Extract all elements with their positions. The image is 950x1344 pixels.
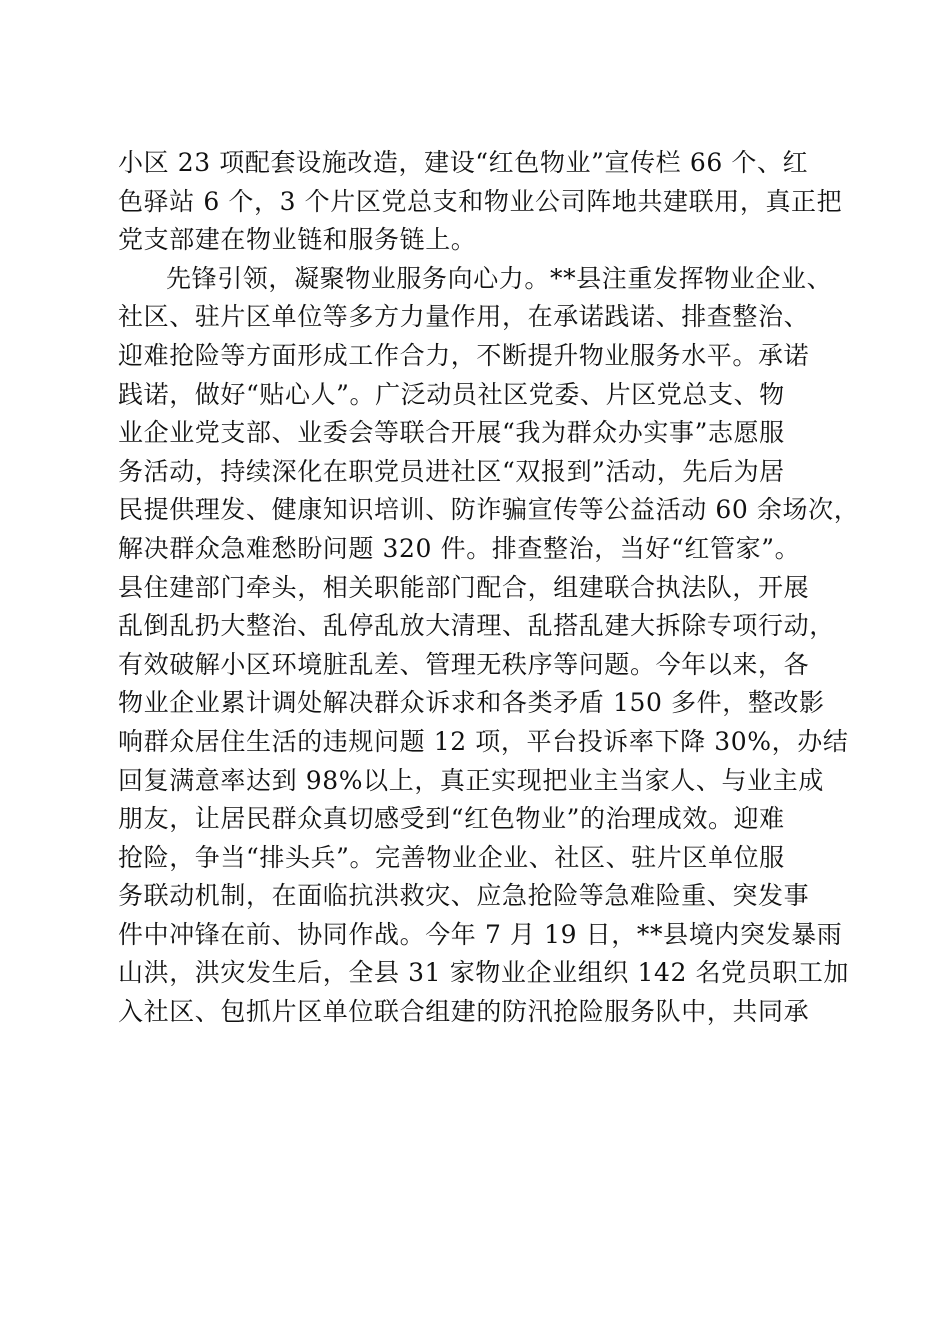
text-line: 小区 23 项配套设施改造，建设“红色物业”宣传栏 66 个、红 — [118, 148, 809, 177]
text-line: 山洪，洪灾发生后，全县 31 家物业企业组织 142 名党员职工加 — [118, 958, 850, 988]
text-line: 解决群众急难愁盼问题 320 件。排查整治，当好“红管家”。 — [118, 533, 801, 563]
text-line: 回复满意率达到 98%以上，真正实现把业主当家人、与业主成 — [118, 765, 824, 795]
text-line: 践诺，做好“贴心人”。广泛动员社区党委、片区党总支、物 — [118, 379, 785, 409]
text-line: 抢险，争当“排头兵”。完善物业企业、社区、驻片区单位服 — [118, 842, 785, 872]
body-text — [118, 144, 860, 1032]
text-line: 业企业党支部、业委会等联合开展“我为群众办实事”志愿服 — [118, 418, 785, 448]
text-line: 入社区、包抓片区单位联合组建的防汛抢险服务队中，共同承 — [118, 997, 810, 1027]
text-line: 务联动机制，在面临抗洪救灾、应急抢险等急难险重、突发事 — [118, 881, 810, 911]
text-line: 乱倒乱扔大整治、乱停乱放大清理、乱搭乱建大拆除专项行动， — [118, 611, 835, 641]
text-line: 有效破解小区环境脏乱差、管理无秩序等问题。今年以来，各 — [118, 649, 810, 679]
text-line: 物业企业累计调处解决群众诉求和各类矛盾 150 多件，整改影 — [118, 688, 825, 718]
text-line: 社区、驻片区单位等多方力量作用，在承诺践诺、排查整治、 — [118, 302, 810, 332]
paragraph-start-line: 先锋引领，凝聚物业服务向心力。**县注重发挥物业企业、 — [166, 263, 833, 293]
text-line: 色驿站 6 个，3 个片区党总支和物业公司阵地共建联用，真正把 — [118, 186, 843, 216]
text-line: 件中冲锋在前、协同作战。今年 7 月 19 日，**县境内突发暴雨 — [118, 919, 843, 949]
text-line: 务活动，持续深化在职党员进社区“双报到”活动，先后为居 — [118, 456, 785, 486]
text-line: 朋友，让居民群众真切感受到“红色物业”的治理成效。迎难 — [118, 804, 785, 834]
text-line: 迎难抢险等方面形成工作合力，不断提升物业服务水平。承诺 — [118, 340, 810, 370]
text-line: 响群众居住生活的违规问题 12 项，平台投诉率下降 30%，办结 — [118, 726, 849, 756]
text-line: 党支部建在物业链和服务链上。 — [118, 225, 477, 255]
text-line: 县住建部门牵头，相关职能部门配合，组建联合执法队，开展 — [118, 572, 810, 602]
text-line: 民提供理发、健康知识培训、防诈骗宣传等公益活动 60 余场次， — [118, 495, 860, 525]
